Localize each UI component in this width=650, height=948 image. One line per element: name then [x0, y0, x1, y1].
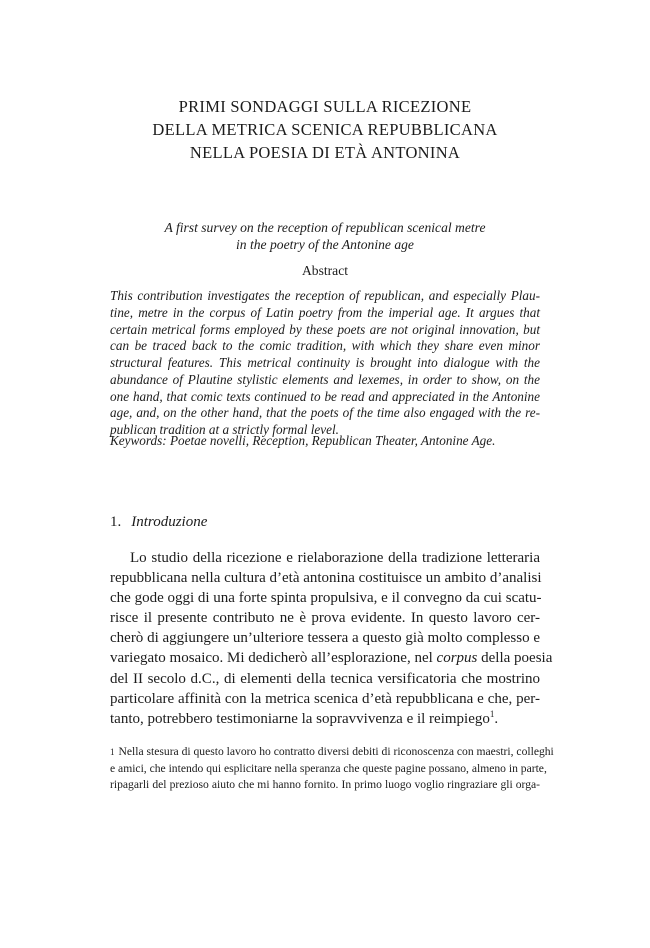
abstract-heading: Abstract: [301, 263, 349, 278]
footnote-mark: 1: [110, 747, 115, 757]
abstract-body: [110, 288, 540, 439]
body-line: [110, 709, 540, 729]
title-line-1: PRIMI SONDAGGI SULLA RICEZIONE: [178, 97, 472, 116]
body-paragraph: [110, 548, 553, 729]
footnotes: [110, 744, 554, 794]
abstract-line: age, and, on the other hand, that the poets of the time also engaged with the re-: [110, 405, 540, 421]
footnote-reference[interactable]: 1: [489, 708, 495, 719]
body-line: repubblicana nella cultura d’età antonina costituisce un ambito d’analisi: [110, 570, 542, 587]
abstract-line: one hand, that comic texts continued to be read and appreciated in the Antonine: [110, 388, 540, 404]
body-text-span: della poesia: [477, 650, 553, 667]
footnote-line: e amici, che intendo qui esplicitare nella speranza che queste pagine possano, almeno in parte,: [110, 761, 547, 775]
body-text-span: .: [494, 710, 499, 727]
abstract-line: publican tradition at a strictly formal level.: [110, 422, 339, 437]
english-title-line-2: in the poetry of the Antonine age: [236, 236, 414, 252]
section-title: Introduzione: [131, 514, 208, 530]
abstract-line: abundance of Plautine stylistic elements and lexemes, in order to show, on the: [110, 371, 540, 387]
title-line-2: DELLA METRICA SCENICA REPUBBLICANA: [152, 120, 498, 139]
english-title: [60, 220, 590, 253]
body-line: che gode oggi di una forte spinta propulsiva, e il convegno da cui scatu-: [110, 590, 542, 607]
body-line: risce il presente contributo ne è prova evidente. In questo lavoro cer-: [110, 610, 540, 627]
body-line: [110, 648, 553, 668]
abstract-line: certain metrical forms employed by these poets are not original innovation, but: [110, 321, 540, 337]
keywords: Keywords: Poetae novelli, Reception, Republican Theater, Antonine Age.: [110, 433, 496, 448]
title-line-3: NELLA POESIA DI ETÀ ANTONINA: [189, 143, 461, 162]
body-text-span: tanto, potrebbero testimoniarne la sopravvivenza e il reimpiego: [110, 710, 490, 727]
body-text-span: variegato mosaico. Mi dedicherò all’esplorazione, nel: [110, 650, 437, 667]
body-line: cherò di aggiungere un’ulteriore tessera a questo già molto complesso e: [110, 630, 540, 647]
section-heading: [110, 513, 207, 531]
body-line: del II secolo d.C., di elementi della tecnica versificatoria che mostrino: [110, 670, 540, 687]
body-line: Lo studio della ricezione e rielaborazione della tradizione letteraria: [130, 550, 540, 566]
abstract-line: tine, metre in the corpus of Latin poetry from the imperial age. It argues that: [110, 304, 540, 320]
italic-term: corpus: [436, 650, 478, 667]
section-number: 1.: [110, 514, 122, 530]
footnote-line: [110, 744, 554, 761]
footnote-text: Nella stesura di questo lavoro ho contratto diversi debiti di riconoscenza con maestri, colleghi: [118, 745, 554, 758]
body-line: particolare affinità con la metrica scenica d’età repubblicana e che, per-: [110, 690, 540, 707]
abstract-line: structural features. This metrical continuity is brought into dialogue with the: [110, 355, 540, 370]
abstract-line: This contribution investigates the reception of republican, and especially Plau-: [110, 288, 540, 303]
abstract-line: can be traced back to the comic tradition, with which they share even minor: [110, 338, 540, 354]
paper-title: [60, 95, 590, 164]
footnote-line: ripagarli del prezioso aiuto che mi hanno fornito. In primo luogo voglio ringraziare gli orga-: [110, 778, 540, 791]
english-title-line-1: A first survey on the reception of republican scenical metre: [164, 220, 486, 235]
